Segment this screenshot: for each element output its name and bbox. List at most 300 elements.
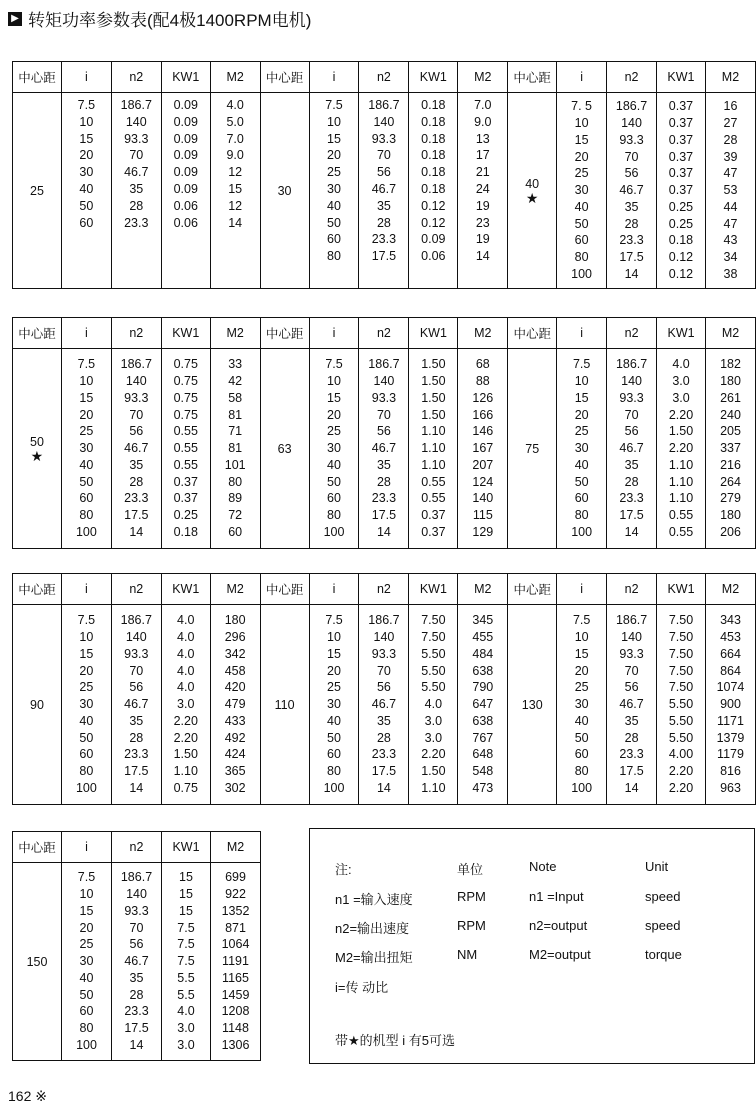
m2-column-cell [705,93,755,289]
i-value: 40 [79,457,94,472]
i-value: 80 [574,250,589,265]
i-value: 30 [574,441,589,456]
i-value: 15 [327,390,341,405]
i-value: 15 [574,646,589,661]
legend-note-cn: 注: [335,862,352,877]
kw1-value: 0.75 [173,357,198,372]
legend-cell: speed [645,889,681,904]
i-value: 30 [327,181,341,196]
n2-value: 140 [621,115,642,130]
n2-value: 93.3 [124,390,149,405]
i-column-cell [309,605,359,805]
n2-value: 17.5 [371,764,397,779]
kw1-value: 0.37 [668,166,694,181]
n2-column-cell [111,605,161,805]
column-header: M2 [705,62,755,93]
i-value: 25 [574,424,589,439]
n2-value: 46.7 [371,181,397,196]
m2-value: 17 [475,148,490,163]
m2-value: 648 [472,747,494,762]
n2-value: 70 [624,663,639,678]
i-value: 10 [79,629,94,644]
kw1-value: 0.37 [668,99,694,114]
n2-value: 93.3 [124,903,149,918]
m2-value: 261 [720,390,741,405]
m2-value: 365 [224,764,246,779]
n2-value: 93.3 [619,390,644,405]
n2-value: 23.3 [619,233,644,248]
kw1-value: 0.09 [173,181,198,196]
i-value: 20 [574,407,589,422]
kw1-value: 0.37 [173,491,198,506]
i-value: 60 [79,491,94,506]
i-value: 40 [79,181,94,196]
kw1-value: 0.09 [421,232,446,247]
spec-table [12,831,261,1061]
legend-row-n2 [310,918,754,938]
column-header: 中心距 [13,832,62,863]
column-header: KW1 [409,62,458,93]
i-value: 50 [327,215,341,230]
kw1-value: 0.06 [173,198,198,213]
m2-value: 115 [472,508,493,523]
n2-value: 186.7 [615,99,648,114]
legend-cell: speed [645,918,681,933]
i-value: 50 [574,216,589,231]
legend-cell: torque [645,947,682,962]
center-distance-cell [13,863,62,1061]
n2-value: 17.5 [124,764,149,779]
i-value: 80 [327,764,341,779]
m2-value: 13 [475,131,490,146]
n2-value: 186.7 [120,357,152,372]
kw1-value: 0.75 [173,407,198,422]
i-value: 30 [327,441,341,456]
i-value: 20 [327,407,341,422]
legend-row-n1 [310,889,754,909]
n2-value: 186.7 [615,613,648,628]
kw1-value: 1.50 [173,747,198,762]
m2-value: 14 [475,249,490,264]
n2-value: 17.5 [124,508,149,523]
n2-value: 186.7 [368,357,400,372]
i-value: 25 [79,937,94,952]
column-header: i [61,62,111,93]
i-value: 25 [327,165,341,180]
n2-value: 70 [376,148,391,163]
kw1-value: 0.18 [421,165,446,180]
n2-value: 140 [373,114,395,129]
m2-value: 963 [720,781,741,796]
m2-value: 900 [720,697,741,712]
i-value: 40 [327,198,341,213]
m2-value: 33 [228,357,243,372]
kw1-value: 0.37 [421,525,446,540]
m2-value: 53 [723,183,738,198]
kw1-value: 0.09 [173,98,198,112]
column-header: n2 [359,62,409,93]
kw1-value: 1.50 [421,390,446,405]
i-value: 30 [327,697,341,712]
m2-column-cell [210,605,260,805]
legend-unit-en: Unit [645,859,669,874]
kw1-value: 4.0 [177,1004,195,1019]
i-value: 60 [574,233,589,248]
m2-value: 72 [228,508,243,523]
m2-value: 38 [723,267,738,282]
m2-value: 7.0 [226,131,244,146]
page-number: 162 ※ [8,1088,47,1104]
kw1-column-cell [409,605,458,805]
m2-value: 207 [472,457,494,472]
m2-value: 21 [475,165,490,180]
m2-value: 1165 [222,970,249,985]
m2-value: 264 [720,474,741,489]
i-value: 50 [79,987,94,1002]
column-header: KW1 [657,318,706,349]
i-value: 30 [574,183,589,198]
kw1-value: 1.10 [421,424,446,439]
kw1-value: 2.20 [668,441,694,456]
spec-table [12,573,756,805]
i-value: 80 [79,764,94,779]
n2-value: 56 [129,424,144,439]
i-value: 100 [571,781,593,796]
column-header: M2 [458,318,508,349]
column-header: n2 [607,318,657,349]
center-distance-cell [13,349,62,549]
i-value: 100 [75,525,97,540]
n2-value: 186.7 [368,98,400,112]
kw1-value: 1.50 [421,373,446,388]
i-value: 50 [79,474,94,489]
kw1-column-cell [162,863,211,1061]
m2-value: 1379 [716,730,745,745]
table-header-row [13,574,756,605]
i-value: 20 [574,149,589,164]
m2-value: 146 [472,424,494,439]
m2-value: 7.0 [474,98,492,112]
legend-row-ratio [310,977,754,997]
n2-value: 35 [129,713,144,728]
n2-value: 56 [624,680,639,695]
n2-value: 70 [129,407,144,422]
kw1-value: 7.5 [177,937,195,952]
n2-value: 186.7 [615,357,648,372]
i-value: 7.5 [572,613,591,628]
i-value: 40 [574,457,589,472]
column-header: KW1 [161,62,210,93]
m2-value: 458 [224,663,246,678]
n2-value: 70 [624,149,639,164]
n2-column-cell [111,93,161,289]
kw1-value: 0.18 [421,181,446,196]
column-header: KW1 [161,318,210,349]
kw1-column-cell [161,605,210,805]
n2-value: 140 [125,373,147,388]
m2-value: 58 [228,390,243,405]
i-value: 40 [79,713,94,728]
kw1-value: 0.55 [173,441,198,456]
n2-column-cell [607,605,657,805]
kw1-value: 5.50 [668,697,694,712]
kw1-value: 0.06 [173,215,198,230]
i-value: 7.5 [325,613,343,628]
m2-value: 12 [228,198,243,213]
i-column-cell [557,605,607,805]
kw1-value: 0.37 [668,149,694,164]
kw1-column-cell [657,349,706,549]
i-value: 10 [79,886,94,901]
n2-column-cell [359,349,409,549]
center-distance-value: 30 [277,183,292,198]
center-distance-cell [260,605,309,805]
n2-value: 23.3 [124,215,149,230]
n2-value: 17.5 [619,764,644,779]
i-column-cell [61,605,111,805]
n2-value: 56 [624,424,639,439]
kw1-value: 1.10 [421,781,446,796]
kw1-value: 3.0 [177,697,195,712]
m2-value: 638 [472,713,494,728]
m2-value: 484 [472,646,494,661]
kw1-value: 0.37 [668,183,694,198]
n2-value: 70 [129,920,144,935]
i-column-cell [557,349,607,549]
column-header: i [557,574,607,605]
i-value: 50 [327,474,341,489]
column-header: 中心距 [13,62,62,93]
i-value: 10 [79,373,94,388]
m2-value: 473 [472,781,494,796]
n2-value: 93.3 [371,646,397,661]
n2-value: 14 [376,781,391,796]
m2-value: 279 [720,491,741,506]
kw1-value: 7.5 [177,954,195,969]
n2-value: 35 [129,457,144,472]
n2-value: 28 [129,987,144,1002]
i-value: 10 [79,114,94,129]
m2-value: 337 [720,441,741,456]
m2-value: 180 [720,508,741,523]
i-value: 100 [75,781,97,796]
m2-column-cell [458,605,508,805]
kw1-value: 0.18 [421,131,446,146]
center-distance-value: 75 [525,441,540,456]
kw1-value: 3.0 [424,713,443,728]
i-value: 60 [79,215,94,230]
m2-value: 343 [720,613,741,628]
kw1-value: 0.12 [421,198,446,213]
column-header: n2 [111,318,161,349]
m2-value: 424 [224,747,246,762]
i-value: 15 [79,131,94,146]
n2-value: 93.3 [124,646,149,661]
n2-value: 35 [376,198,391,213]
kw1-value: 7.50 [421,629,446,644]
kw1-value: 0.55 [421,491,446,506]
column-header: 中心距 [260,62,309,93]
i-value: 80 [327,508,341,523]
m2-value: 4.0 [226,98,244,112]
legend-cell: M2=output [529,947,591,962]
i-value: 50 [574,474,589,489]
kw1-value: 0.12 [668,267,694,282]
i-value: 60 [574,747,589,762]
i-value: 80 [327,249,341,264]
legend-cell: n1 =Input [529,889,584,904]
n2-value: 17.5 [124,1021,149,1036]
m2-value: 1208 [221,1004,250,1019]
i-value: 7.5 [325,357,343,372]
n2-value: 46.7 [124,441,149,456]
m2-value: 129 [472,525,494,540]
column-header: 中心距 [13,574,62,605]
kw1-value: 15 [179,903,193,918]
column-header: M2 [210,574,260,605]
i-value: 80 [79,508,94,523]
kw1-column-cell [657,605,706,805]
kw1-value: 4.00 [668,747,694,762]
kw1-value: 0.55 [668,525,694,540]
n2-value: 35 [624,457,639,472]
i-value: 10 [327,114,341,129]
n2-value: 140 [373,373,395,388]
i-value: 25 [574,166,589,181]
kw1-value: 1.10 [173,764,198,779]
m2-value: 23 [475,215,490,230]
m2-value: 140 [472,491,494,506]
n2-value: 56 [129,937,144,952]
m2-value: 80 [228,474,243,489]
i-value: 50 [79,198,94,213]
m2-value: 871 [225,920,246,935]
kw1-column-cell [161,93,210,289]
i-value: 30 [79,697,94,712]
m2-value: 68 [475,357,490,372]
n2-value: 35 [624,713,639,728]
column-header: n2 [359,318,409,349]
table-row [13,349,756,549]
n2-value: 23.3 [124,1004,149,1019]
kw1-value: 0.09 [173,131,198,146]
n2-value: 46.7 [124,954,149,969]
n2-value: 14 [129,1038,144,1053]
kw1-value: 2.20 [668,764,694,779]
i-value: 10 [574,629,589,644]
column-header: i [309,62,359,93]
i-value: 100 [323,781,345,796]
kw1-value: 5.50 [421,663,446,678]
kw1-value: 0.75 [173,390,198,405]
column-header: KW1 [409,318,458,349]
n2-value: 140 [125,629,147,644]
m2-value: 1148 [222,1021,249,1036]
i-value: 15 [327,646,341,661]
m2-value: 433 [224,713,246,728]
m2-value: 647 [472,697,494,712]
n2-value: 186.7 [120,98,152,112]
table-header-row [13,832,261,863]
kw1-value: 0.25 [173,508,198,523]
column-header: KW1 [162,832,211,863]
n2-value: 14 [129,781,144,796]
center-distance-cell [13,93,62,289]
n2-value: 23.3 [371,232,397,247]
kw1-value: 2.20 [173,713,198,728]
i-value: 100 [76,1038,97,1053]
n2-value: 28 [129,198,144,213]
column-header: M2 [706,318,756,349]
center-distance-value: 90 [30,697,44,712]
n2-value: 23.3 [371,747,397,762]
n2-value: 46.7 [124,697,149,712]
m2-value: 453 [720,629,741,644]
n2-value: 186.7 [368,613,400,628]
m2-column-cell [210,93,260,289]
column-header: n2 [607,574,657,605]
i-value: 100 [571,525,593,540]
column-header: 中心距 [508,574,557,605]
center-distance-value: 40 [525,176,540,191]
n2-value: 28 [129,474,144,489]
kw1-value: 15 [179,870,193,885]
legend-note-en: Note [529,859,557,874]
n2-value: 56 [376,165,391,180]
spec-table [12,61,756,289]
m2-value: 206 [720,525,741,540]
m2-value: 302 [224,781,246,796]
m2-value: 420 [224,680,246,695]
column-header: n2 [607,62,657,93]
kw1-value: 1.10 [668,474,694,489]
i-value: 50 [327,730,341,745]
n2-value: 17.5 [619,508,644,523]
kw1-value: 0.55 [173,424,198,439]
kw1-value: 0.37 [668,132,694,147]
center-distance-value: 25 [30,183,44,198]
m2-value: 790 [472,680,494,695]
n2-value: 46.7 [619,183,644,198]
column-header: M2 [211,832,261,863]
i-value: 60 [327,491,341,506]
i-column-cell [557,93,607,289]
m2-column-cell [458,93,508,289]
m2-value: 42 [228,373,243,388]
i-value: 30 [574,697,589,712]
center-distance-cell [13,605,62,805]
n2-value: 46.7 [371,697,397,712]
center-distance-cell [260,349,309,549]
kw1-value: 7.50 [668,629,694,644]
i-value: 60 [79,1004,94,1019]
kw1-value: 4.0 [177,680,195,695]
i-value: 40 [574,199,589,214]
n2-value: 93.3 [619,646,644,661]
n2-value: 14 [624,781,639,796]
column-header: M2 [705,574,755,605]
kw1-value: 4.0 [177,613,195,628]
m2-value: 15 [228,181,243,196]
n2-value: 17.5 [619,250,644,265]
n2-value: 70 [129,663,144,678]
column-header: KW1 [409,574,458,605]
n2-value: 140 [126,886,147,901]
i-value: 20 [327,148,341,163]
i-value: 40 [574,713,589,728]
arrow-bullet-icon: ▶ [8,12,22,26]
kw1-value: 0.55 [173,457,198,472]
